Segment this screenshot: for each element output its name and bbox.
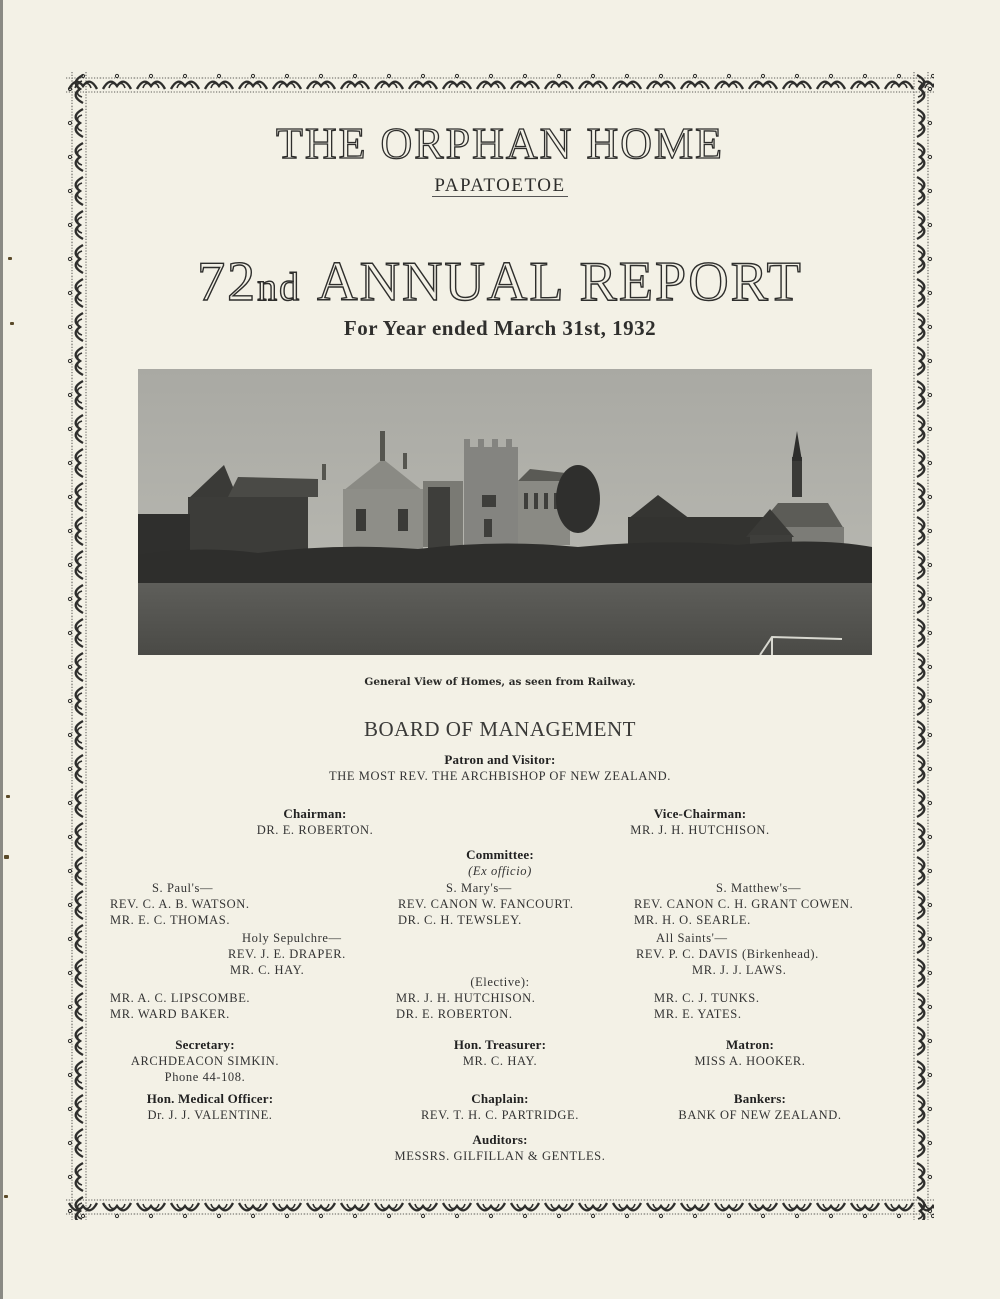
chaplain-block bbox=[380, 1091, 620, 1123]
matron-block bbox=[650, 1037, 850, 1069]
bankers-label: Bankers: bbox=[733, 1091, 787, 1106]
report-period: For Year ended March 31st, 1932 bbox=[343, 316, 657, 340]
committee-member: DR. E. ROBERTON. bbox=[396, 1007, 513, 1021]
committee-member: MR. E. YATES. bbox=[654, 1007, 742, 1021]
committee-member: MR. E. C. THOMAS. bbox=[110, 913, 231, 927]
committee-member: REV. CANON W. FANCOURT. bbox=[398, 897, 574, 911]
committee-member: REV. CANON C. H. GRANT COWEN. bbox=[634, 897, 854, 911]
medical-officer-label: Hon. Medical Officer: bbox=[146, 1091, 274, 1106]
elective-column-2 bbox=[396, 990, 616, 1022]
secretary-phone: Phone 44-108. bbox=[164, 1070, 246, 1084]
matron-name: MISS A. HOOKER. bbox=[694, 1054, 806, 1068]
elective-column-1 bbox=[110, 990, 330, 1022]
committee-member: REV. J. E. DRAPER. bbox=[228, 947, 346, 961]
parish-all-saints bbox=[636, 930, 906, 978]
committee-member: MR. J. H. HUTCHISON. bbox=[396, 991, 536, 1005]
location-name: PAPATOETOE bbox=[434, 175, 566, 196]
elective-column-3 bbox=[654, 990, 874, 1022]
secretary-name: ARCHDEACON SIMKIN. bbox=[130, 1054, 280, 1068]
report-number: 72 bbox=[197, 251, 258, 313]
parish-name: All Saints'— bbox=[656, 931, 728, 945]
bankers-name: BANK OF NEW ZEALAND. bbox=[678, 1108, 842, 1122]
parish-name: S. Mary's— bbox=[446, 881, 512, 895]
elective-label: (Elective): bbox=[470, 975, 530, 989]
ex-officio-label: (Ex officio) bbox=[468, 864, 532, 878]
parish-name: S. Matthew's— bbox=[716, 881, 802, 895]
committee-member: MR. C. HAY. bbox=[230, 963, 305, 977]
committee-member: MR. WARD BAKER. bbox=[110, 1007, 230, 1021]
medical-officer-block bbox=[95, 1091, 325, 1123]
chairman-label: Chairman: bbox=[283, 806, 347, 821]
vice-chairman-block bbox=[590, 806, 810, 838]
report-ordinal-suffix: nd bbox=[257, 264, 302, 309]
treasurer-block bbox=[400, 1037, 600, 1069]
patron-name: THE MOST REV. THE ARCHBISHOP OF NEW ZEALAND. bbox=[328, 769, 672, 783]
committee-heading bbox=[400, 847, 600, 879]
auditors-block bbox=[350, 1132, 650, 1164]
parish-s-pauls bbox=[110, 880, 360, 928]
parish-holy-sepulchre bbox=[228, 930, 428, 978]
patron-block bbox=[0, 752, 1000, 784]
committee-member: MR. J. J. LAWS. bbox=[692, 963, 787, 977]
photo-caption: General View of Homes, as seen from Railway. bbox=[364, 676, 636, 688]
matron-label: Matron: bbox=[725, 1037, 775, 1052]
parish-name: S. Paul's— bbox=[152, 881, 214, 895]
report-title-text: ANNUAL REPORT bbox=[317, 251, 803, 313]
committee-member: REV. C. A. B. WATSON. bbox=[110, 897, 250, 911]
committee-member: REV. P. C. DAVIS (Birkenhead). bbox=[636, 947, 819, 961]
treasurer-label: Hon. Treasurer: bbox=[453, 1037, 547, 1052]
board-heading: BOARD OF MANAGEMENT bbox=[363, 717, 636, 741]
secretary-block bbox=[100, 1037, 310, 1085]
parish-s-marys bbox=[398, 880, 628, 928]
bankers-block bbox=[640, 1091, 880, 1123]
report-title bbox=[0, 250, 1000, 314]
auditors-name: MESSRS. GILFILLAN & GENTLES. bbox=[394, 1149, 606, 1163]
committee-member: MR. C. J. TUNKS. bbox=[654, 991, 760, 1005]
patron-label: Patron and Visitor: bbox=[444, 752, 556, 767]
secretary-label: Secretary: bbox=[175, 1037, 235, 1052]
vice-chairman-name: MR. J. H. HUTCHISON. bbox=[630, 823, 770, 837]
committee-label: Committee: bbox=[466, 847, 534, 862]
document-subtitle bbox=[0, 175, 1000, 197]
chaplain-label: Chaplain: bbox=[471, 1091, 529, 1106]
document-title: THE ORPHAN HOME bbox=[276, 119, 724, 168]
chaplain-name: REV. T. H. C. PARTRIDGE. bbox=[420, 1108, 579, 1122]
medical-officer-name: Dr. J. J. VALENTINE. bbox=[147, 1108, 273, 1122]
chairman-name: DR. E. ROBERTON. bbox=[256, 823, 374, 837]
parish-name: Holy Sepulchre— bbox=[242, 931, 342, 945]
committee-member: DR. C. H. TEWSLEY. bbox=[398, 913, 522, 927]
auditors-label: Auditors: bbox=[472, 1132, 528, 1147]
chairman-block bbox=[210, 806, 420, 838]
vice-chairman-label: Vice-Chairman: bbox=[653, 806, 747, 821]
committee-member: MR. H. O. SEARLE. bbox=[634, 913, 751, 927]
committee-member: MR. A. C. LIPSCOMBE. bbox=[110, 991, 251, 1005]
parish-s-matthews bbox=[634, 880, 904, 928]
treasurer-name: MR. C. HAY. bbox=[462, 1054, 538, 1068]
buildings-photo bbox=[138, 369, 872, 655]
